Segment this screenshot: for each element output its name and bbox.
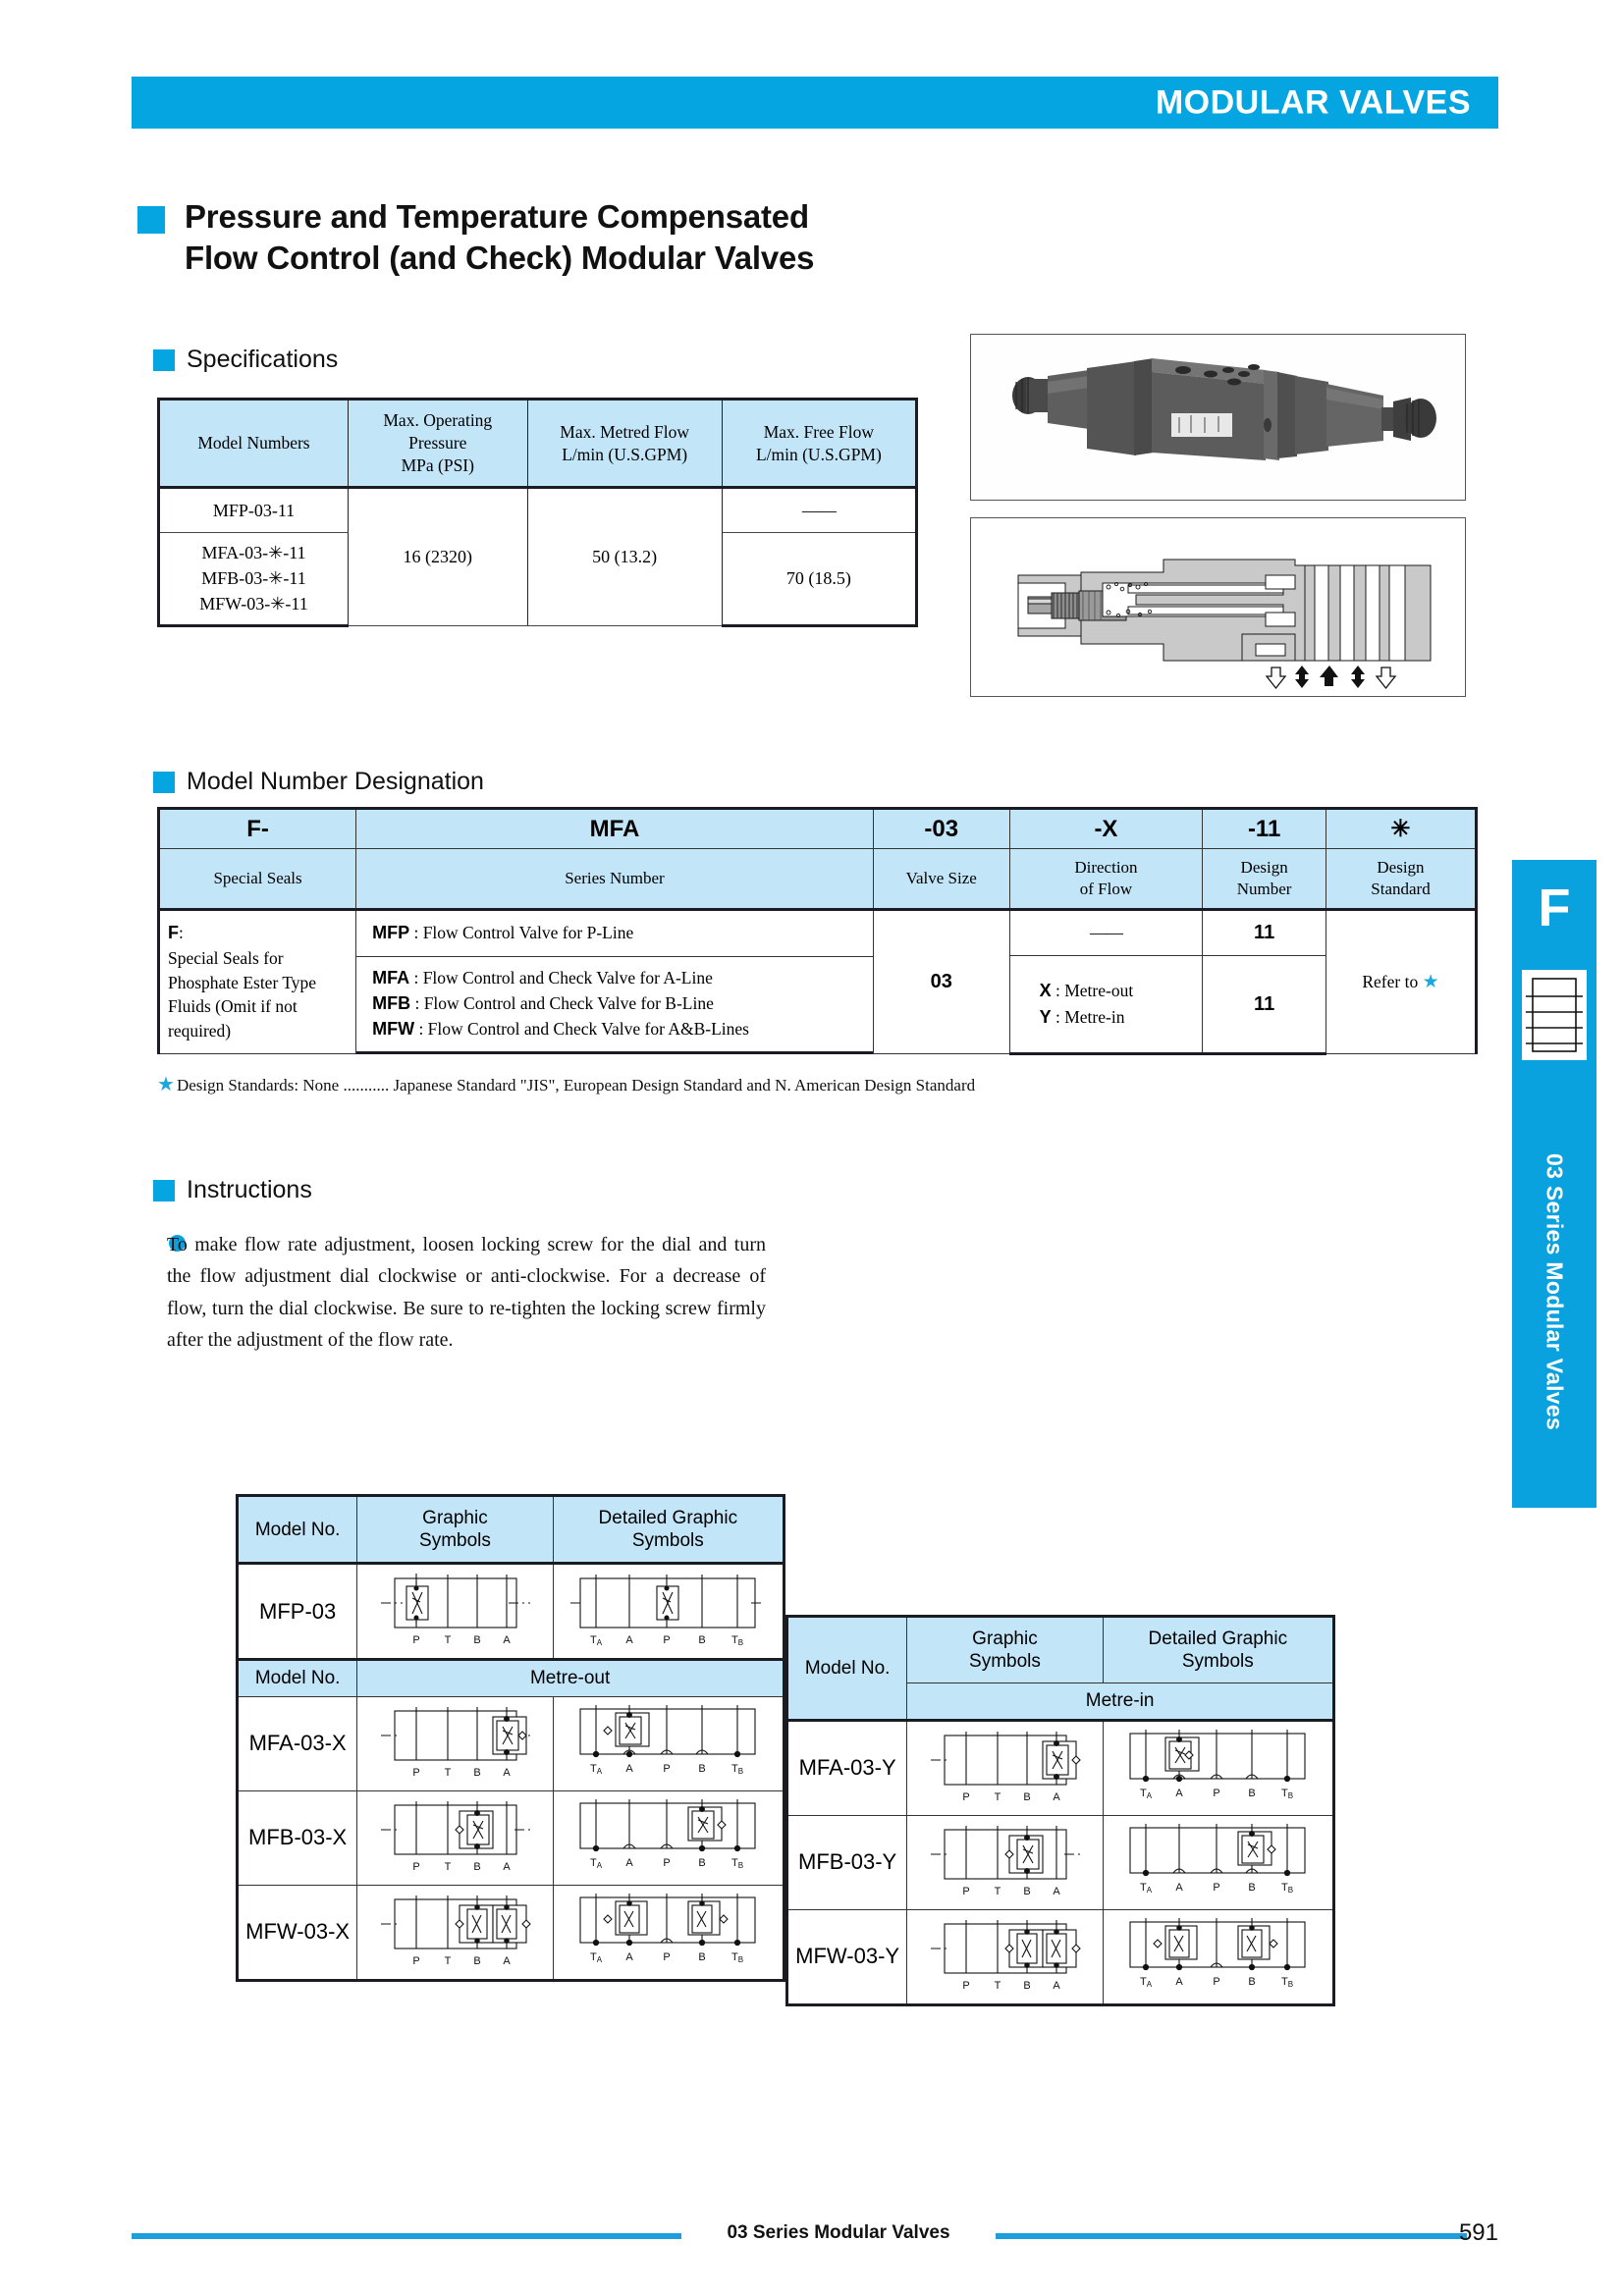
svg-text:T: T: [444, 1634, 452, 1647]
svg-text:A: A: [625, 1856, 633, 1869]
svg-text:T: T: [444, 1860, 452, 1873]
svg-text:A: A: [503, 1634, 511, 1647]
label-special-seals: Special Seals: [159, 849, 356, 910]
cell-model-mfb-y: MFB-03-Y: [787, 1815, 907, 1909]
svg-text:A: A: [1053, 1885, 1060, 1897]
hdr-line: Max. Metred Flow: [560, 421, 690, 442]
series-code: MFA: [372, 967, 410, 988]
footnote-text: Design Standards: None ........... Japanese Standard "JIS", European Design Standard and N. American Design Standard: [176, 1076, 976, 1095]
side-tab-text: 03 Series Modular Valves: [1542, 1152, 1568, 1431]
lbl-line: Design: [1240, 858, 1288, 877]
series-desc: : Flow Control and Check Valve for A-Line: [413, 967, 713, 988]
svg-text:P: P: [962, 1979, 970, 1992]
code-special-seals: F-: [159, 809, 356, 849]
svg-text:P: P: [962, 1885, 970, 1897]
col-model-no-2: Model No.: [238, 1660, 357, 1696]
section-heading-specifications: [153, 346, 338, 374]
cell-detailed-mfw-y: [1103, 1909, 1333, 2004]
svg-text:TB: TB: [731, 1762, 744, 1776]
table-row: [159, 488, 917, 533]
model-line: MFW-03-✳-11: [199, 594, 308, 614]
code-design-number: -11: [1203, 809, 1326, 849]
svg-text:B: B: [1023, 1885, 1031, 1897]
svg-text:B: B: [698, 1856, 706, 1869]
svg-text:P: P: [1213, 1975, 1220, 1988]
series-code: MFB: [372, 992, 411, 1013]
code-direction-of-flow: -X: [1009, 809, 1203, 849]
label-direction-of-flow: [1009, 849, 1203, 910]
page-title-block: [137, 196, 1217, 278]
blue-square-icon: [137, 206, 165, 234]
model-line: MFA-03-✳-11: [201, 543, 306, 563]
hydraulic-symbol-mfa-x-graphic: [369, 1701, 541, 1782]
svg-text:B: B: [698, 1950, 706, 1963]
svg-text:B: B: [473, 1954, 481, 1967]
svg-text:P: P: [412, 1634, 420, 1647]
series-desc: : Flow Control and Check Valve for A&B-Lines: [418, 1018, 749, 1039]
page-number: 591: [1458, 2219, 1498, 2246]
svg-text:T: T: [444, 1766, 452, 1779]
svg-text:A: A: [1053, 1979, 1060, 1992]
svg-text:TA: TA: [590, 1856, 603, 1870]
svg-text:B: B: [473, 1860, 481, 1873]
svg-text:T: T: [994, 1790, 1001, 1803]
svg-text:P: P: [412, 1954, 420, 1967]
product-photo: [970, 334, 1466, 501]
col-graphic-symbols: [907, 1617, 1103, 1683]
svg-text:P: P: [663, 1634, 671, 1647]
cell-design-standard: [1325, 910, 1476, 1054]
hydraulic-symbol-mfb-x-detailed: [565, 1795, 771, 1876]
design-standards-footnote: [157, 1072, 1335, 1096]
body-row: [159, 910, 1477, 956]
series-mfp: [356, 911, 873, 956]
table-row: [238, 1790, 784, 1885]
svg-text:T: T: [994, 1979, 1001, 1992]
cell-graphic-mfa-y: [907, 1720, 1103, 1815]
svg-text:A: A: [625, 1950, 633, 1963]
svg-text:P: P: [1213, 1881, 1220, 1894]
svg-text:B: B: [1023, 1979, 1031, 1992]
cell-graphic-mfw-y: [907, 1909, 1103, 2004]
lbl-line: Number: [1236, 880, 1292, 899]
svg-text:A: A: [1175, 1881, 1183, 1894]
series-row: [356, 956, 873, 1052]
cell-direction-row2: [1009, 956, 1203, 1054]
sub-header-row: [238, 1660, 784, 1696]
series-desc: : Flow Control Valve for P-Line: [413, 923, 634, 943]
page-footer: [132, 2216, 1498, 2256]
star-icon: ★: [1422, 972, 1439, 993]
table-header-row: [787, 1617, 1334, 1683]
section-heading-label: Specifications: [187, 346, 339, 373]
series-code: MFW: [372, 1018, 415, 1039]
footer-rule-left: [132, 2233, 681, 2239]
direction-code: X: [1039, 981, 1052, 1001]
svg-text:P: P: [663, 1762, 671, 1775]
cell-direction-row1: ——: [1009, 910, 1203, 956]
hydraulic-symbol-mfb-x-graphic: [369, 1795, 541, 1876]
cell-detailed-mfa-x: [553, 1696, 784, 1790]
label-design-number: [1203, 849, 1326, 910]
code-design-standard: ✳: [1325, 809, 1476, 849]
hydraulic-symbol-mfw-x-detailed: [565, 1890, 771, 1970]
blue-square-icon: [153, 772, 175, 793]
series-line: [372, 966, 873, 991]
direction-desc: : Metre-in: [1055, 1007, 1125, 1028]
hydraulic-symbol-mfb-y-graphic: [919, 1820, 1091, 1900]
cell-model-mfw-x: MFW-03-X: [238, 1885, 357, 1980]
svg-text:P: P: [1213, 1787, 1220, 1799]
hydraulic-symbol-mfa-y-graphic: [919, 1726, 1091, 1806]
svg-text:A: A: [503, 1766, 511, 1779]
svg-text:TA: TA: [590, 1634, 603, 1648]
direction-desc: : Metre-out: [1055, 981, 1134, 1001]
svg-text:B: B: [473, 1634, 481, 1647]
hdr-line: Detailed Graphic: [1148, 1629, 1288, 1649]
hdr-line: L/min (U.S.GPM): [755, 444, 882, 464]
hdr-line: L/min (U.S.GPM): [562, 444, 688, 464]
svg-text:P: P: [663, 1856, 671, 1869]
svg-text:B: B: [698, 1762, 706, 1775]
side-index-tab[interactable]: [1512, 860, 1596, 1508]
hydraulic-symbol-mfa-y-detailed: [1114, 1726, 1321, 1806]
cell-model-mfa-y: MFA-03-Y: [787, 1720, 907, 1815]
svg-text:A: A: [1175, 1975, 1183, 1988]
svg-text:T: T: [994, 1885, 1001, 1897]
cell-design-number-row1: 11: [1203, 910, 1326, 956]
seal-code: F: [168, 923, 179, 943]
svg-text:B: B: [698, 1634, 706, 1647]
hdr-line: Max. Free Flow: [763, 421, 875, 442]
svg-text:TA: TA: [590, 1762, 603, 1776]
lbl-line: of Flow: [1079, 880, 1133, 899]
svg-text:TA: TA: [590, 1950, 603, 1964]
direction-line: [1040, 1004, 1195, 1031]
star-icon: ★: [157, 1074, 175, 1095]
svg-text:TB: TB: [1281, 1975, 1294, 1989]
footer-text: 03 Series Modular Valves: [727, 2222, 950, 2243]
col-detailed-graphic-symbols: [1103, 1617, 1333, 1683]
hydraulic-symbol-mfp-graphic: [369, 1569, 541, 1649]
table-row: [238, 1696, 784, 1790]
svg-text:TB: TB: [1281, 1881, 1294, 1895]
cell-detailed-mfb-y: [1103, 1815, 1333, 1909]
table-row: [787, 1815, 1334, 1909]
cell-detailed-mfw-x: [553, 1885, 784, 1980]
svg-text:TB: TB: [1281, 1787, 1294, 1800]
table-row-mfp: [238, 1564, 784, 1660]
hdr-line: Graphic: [972, 1629, 1038, 1649]
svg-text:A: A: [503, 1954, 511, 1967]
code-row: [159, 809, 1477, 849]
table-row: [787, 1720, 1334, 1815]
page-header-bar: [132, 77, 1498, 129]
col-max-operating-pressure: [349, 400, 528, 488]
svg-text:B: B: [473, 1766, 481, 1779]
header-title: MODULAR VALVES: [1155, 83, 1471, 121]
series-line: [372, 1017, 873, 1042]
series-code: MFP: [372, 923, 410, 943]
svg-text:T: T: [444, 1954, 452, 1967]
svg-text:P: P: [412, 1860, 420, 1873]
table-header-row: [159, 400, 917, 488]
svg-text:A: A: [1175, 1787, 1183, 1799]
cell-detailed-mfb-x: [553, 1790, 784, 1885]
page-title-line2: Flow Control (and Check) Modular Valves: [185, 239, 815, 276]
code-valve-size: -03: [873, 809, 1009, 849]
cell-graphic-mfa-x: [357, 1696, 553, 1790]
side-tab-text-wrap: [1512, 1095, 1596, 1488]
page-title: [185, 196, 1217, 278]
hdr-line: Symbols: [419, 1530, 491, 1552]
side-tab-icon-box: [1522, 970, 1587, 1060]
footer-rule-right: [996, 2233, 1467, 2239]
col-metre-out: Metre-out: [357, 1660, 784, 1696]
col-graphic-symbols: [357, 1496, 553, 1564]
hydraulic-symbol-mfw-y-graphic: [919, 1914, 1091, 1995]
blue-square-icon: [153, 349, 175, 371]
svg-text:TA: TA: [1140, 1881, 1153, 1895]
section-heading-label: Instructions: [187, 1176, 312, 1203]
valve-photo-illustration: [971, 335, 1465, 500]
cell-graphic-mfp: [357, 1564, 553, 1660]
col-model-no: Model No.: [238, 1496, 357, 1564]
cell-series-body: [356, 910, 874, 1054]
cell-free-flow: 70 (18.5): [722, 533, 916, 625]
specifications-table: [157, 398, 918, 627]
col-max-free-flow: [722, 400, 916, 488]
symbol-table-metre-in: [785, 1615, 1335, 2006]
svg-text:TB: TB: [731, 1634, 744, 1648]
hydraulic-symbol-mfw-x-graphic: [369, 1890, 541, 1970]
svg-text:P: P: [962, 1790, 970, 1803]
series-mfa-mfb-mfw: [356, 956, 873, 1052]
cell-graphic-mfb-x: [357, 1790, 553, 1885]
cell-special-seals-body: F: Special Seals for Phosphate Ester Type Fluids (Omit if not required): [159, 910, 356, 1054]
cell-free-flow-dash: ——: [722, 488, 916, 533]
svg-text:A: A: [503, 1860, 511, 1873]
col-model-no: Model No.: [787, 1617, 907, 1721]
hdr-line: MPa (PSI): [401, 455, 474, 476]
svg-text:A: A: [625, 1762, 633, 1775]
hdr-line: Graphic: [422, 1508, 488, 1528]
hydraulic-symbol-mfb-y-detailed: [1114, 1820, 1321, 1900]
valve-cutaway-illustration: [971, 518, 1465, 696]
series-line: [372, 991, 873, 1017]
section-heading-instructions: [153, 1176, 312, 1204]
svg-text:P: P: [412, 1766, 420, 1779]
model-line: MFB-03-✳-11: [201, 568, 306, 589]
model-number-designation-table: [157, 807, 1478, 1055]
hdr-line: Symbols: [969, 1651, 1041, 1673]
cell-metred-flow: 50 (13.2): [527, 488, 722, 625]
series-desc: : Flow Control and Check Valve for B-Line: [414, 992, 714, 1013]
seal-text: Special Seals for Phosphate Ester Type Fluids (Omit if not required): [168, 947, 317, 1041]
symbol-table-metre-out: [236, 1494, 785, 1982]
label-valve-size: Valve Size: [873, 849, 1009, 910]
lbl-line: Design: [1377, 858, 1425, 877]
svg-text:TA: TA: [1140, 1787, 1153, 1800]
cell-model-mfw-y: MFW-03-Y: [787, 1909, 907, 2004]
svg-text:B: B: [1248, 1787, 1256, 1799]
hdr-line: Symbols: [1181, 1651, 1254, 1673]
hdr-line: Pressure: [408, 433, 467, 454]
page-title-line1: Pressure and Temperature Compensated: [185, 198, 809, 235]
hydraulic-symbol-mfw-y-detailed: [1114, 1914, 1321, 1995]
hdr-line: Max. Operating: [383, 410, 493, 430]
col-model-numbers: Model Numbers: [159, 400, 349, 488]
modular-stack-icon: [1526, 975, 1583, 1055]
cell-model-mfb-x: MFB-03-X: [238, 1790, 357, 1885]
svg-text:TA: TA: [1140, 1975, 1153, 1989]
code-series-number: MFA: [356, 809, 874, 849]
series-row: [356, 911, 873, 956]
cell-graphic-mfw-x: [357, 1885, 553, 1980]
svg-text:A: A: [1053, 1790, 1060, 1803]
hydraulic-symbol-mfa-x-detailed: [565, 1701, 771, 1782]
section-heading-label: Model Number Designation: [187, 768, 484, 795]
svg-text:B: B: [1248, 1881, 1256, 1894]
side-tab-letter: F: [1538, 879, 1571, 937]
label-design-standard: [1325, 849, 1476, 910]
direction-line: [1040, 978, 1195, 1004]
cell-design-number-row2: 11: [1203, 956, 1326, 1054]
instructions-text: To make flow rate adjustment, loosen locking screw for the dial and turn the flow adjustment dial clockwise or anti-clockwise. For a decrease of flow, turn the dial clockwise. Be sure to re-tighten the locking screw firmly after the adjustment of the flow rate.: [167, 1234, 766, 1352]
label-row: [159, 849, 1477, 910]
cell-model-mfa-x: MFA-03-X: [238, 1696, 357, 1790]
lbl-line: Direction: [1074, 858, 1138, 877]
svg-text:P: P: [663, 1950, 671, 1963]
label-series-number: Series Number: [356, 849, 874, 910]
table-row: [787, 1909, 1334, 2004]
cell-model: MFP-03-11: [159, 488, 349, 533]
blue-square-icon: [153, 1180, 175, 1201]
cutaway-drawing: [970, 517, 1466, 697]
cell-valve-size: 03: [873, 910, 1009, 1054]
cell-pressure: 16 (2320): [349, 488, 528, 625]
svg-text:B: B: [1248, 1975, 1256, 1988]
cell-model-list: [159, 533, 349, 625]
svg-text:B: B: [1023, 1790, 1031, 1803]
col-metre-in: Metre-in: [907, 1683, 1334, 1720]
col-detailed-graphic-symbols: [553, 1496, 784, 1564]
table-row: [238, 1885, 784, 1980]
cell-detailed-mfa-y: [1103, 1720, 1333, 1815]
design-standard-text: Refer to: [1362, 972, 1419, 992]
cell-model-mfp: MFP-03: [238, 1564, 357, 1660]
lbl-line: Standard: [1371, 880, 1431, 899]
hydraulic-symbol-mfp-detailed: [565, 1569, 771, 1649]
table-header-row: [238, 1496, 784, 1564]
cell-graphic-mfb-y: [907, 1815, 1103, 1909]
cell-detailed-mfp: [553, 1564, 784, 1660]
col-max-metred-flow: [527, 400, 722, 488]
svg-text:A: A: [625, 1634, 633, 1647]
svg-text:TB: TB: [731, 1950, 744, 1964]
svg-text:TB: TB: [731, 1856, 744, 1870]
hdr-line: Symbols: [631, 1530, 704, 1552]
hdr-line: Detailed Graphic: [598, 1508, 738, 1528]
direction-code: Y: [1039, 1007, 1052, 1028]
section-heading-model-number: [153, 768, 484, 796]
